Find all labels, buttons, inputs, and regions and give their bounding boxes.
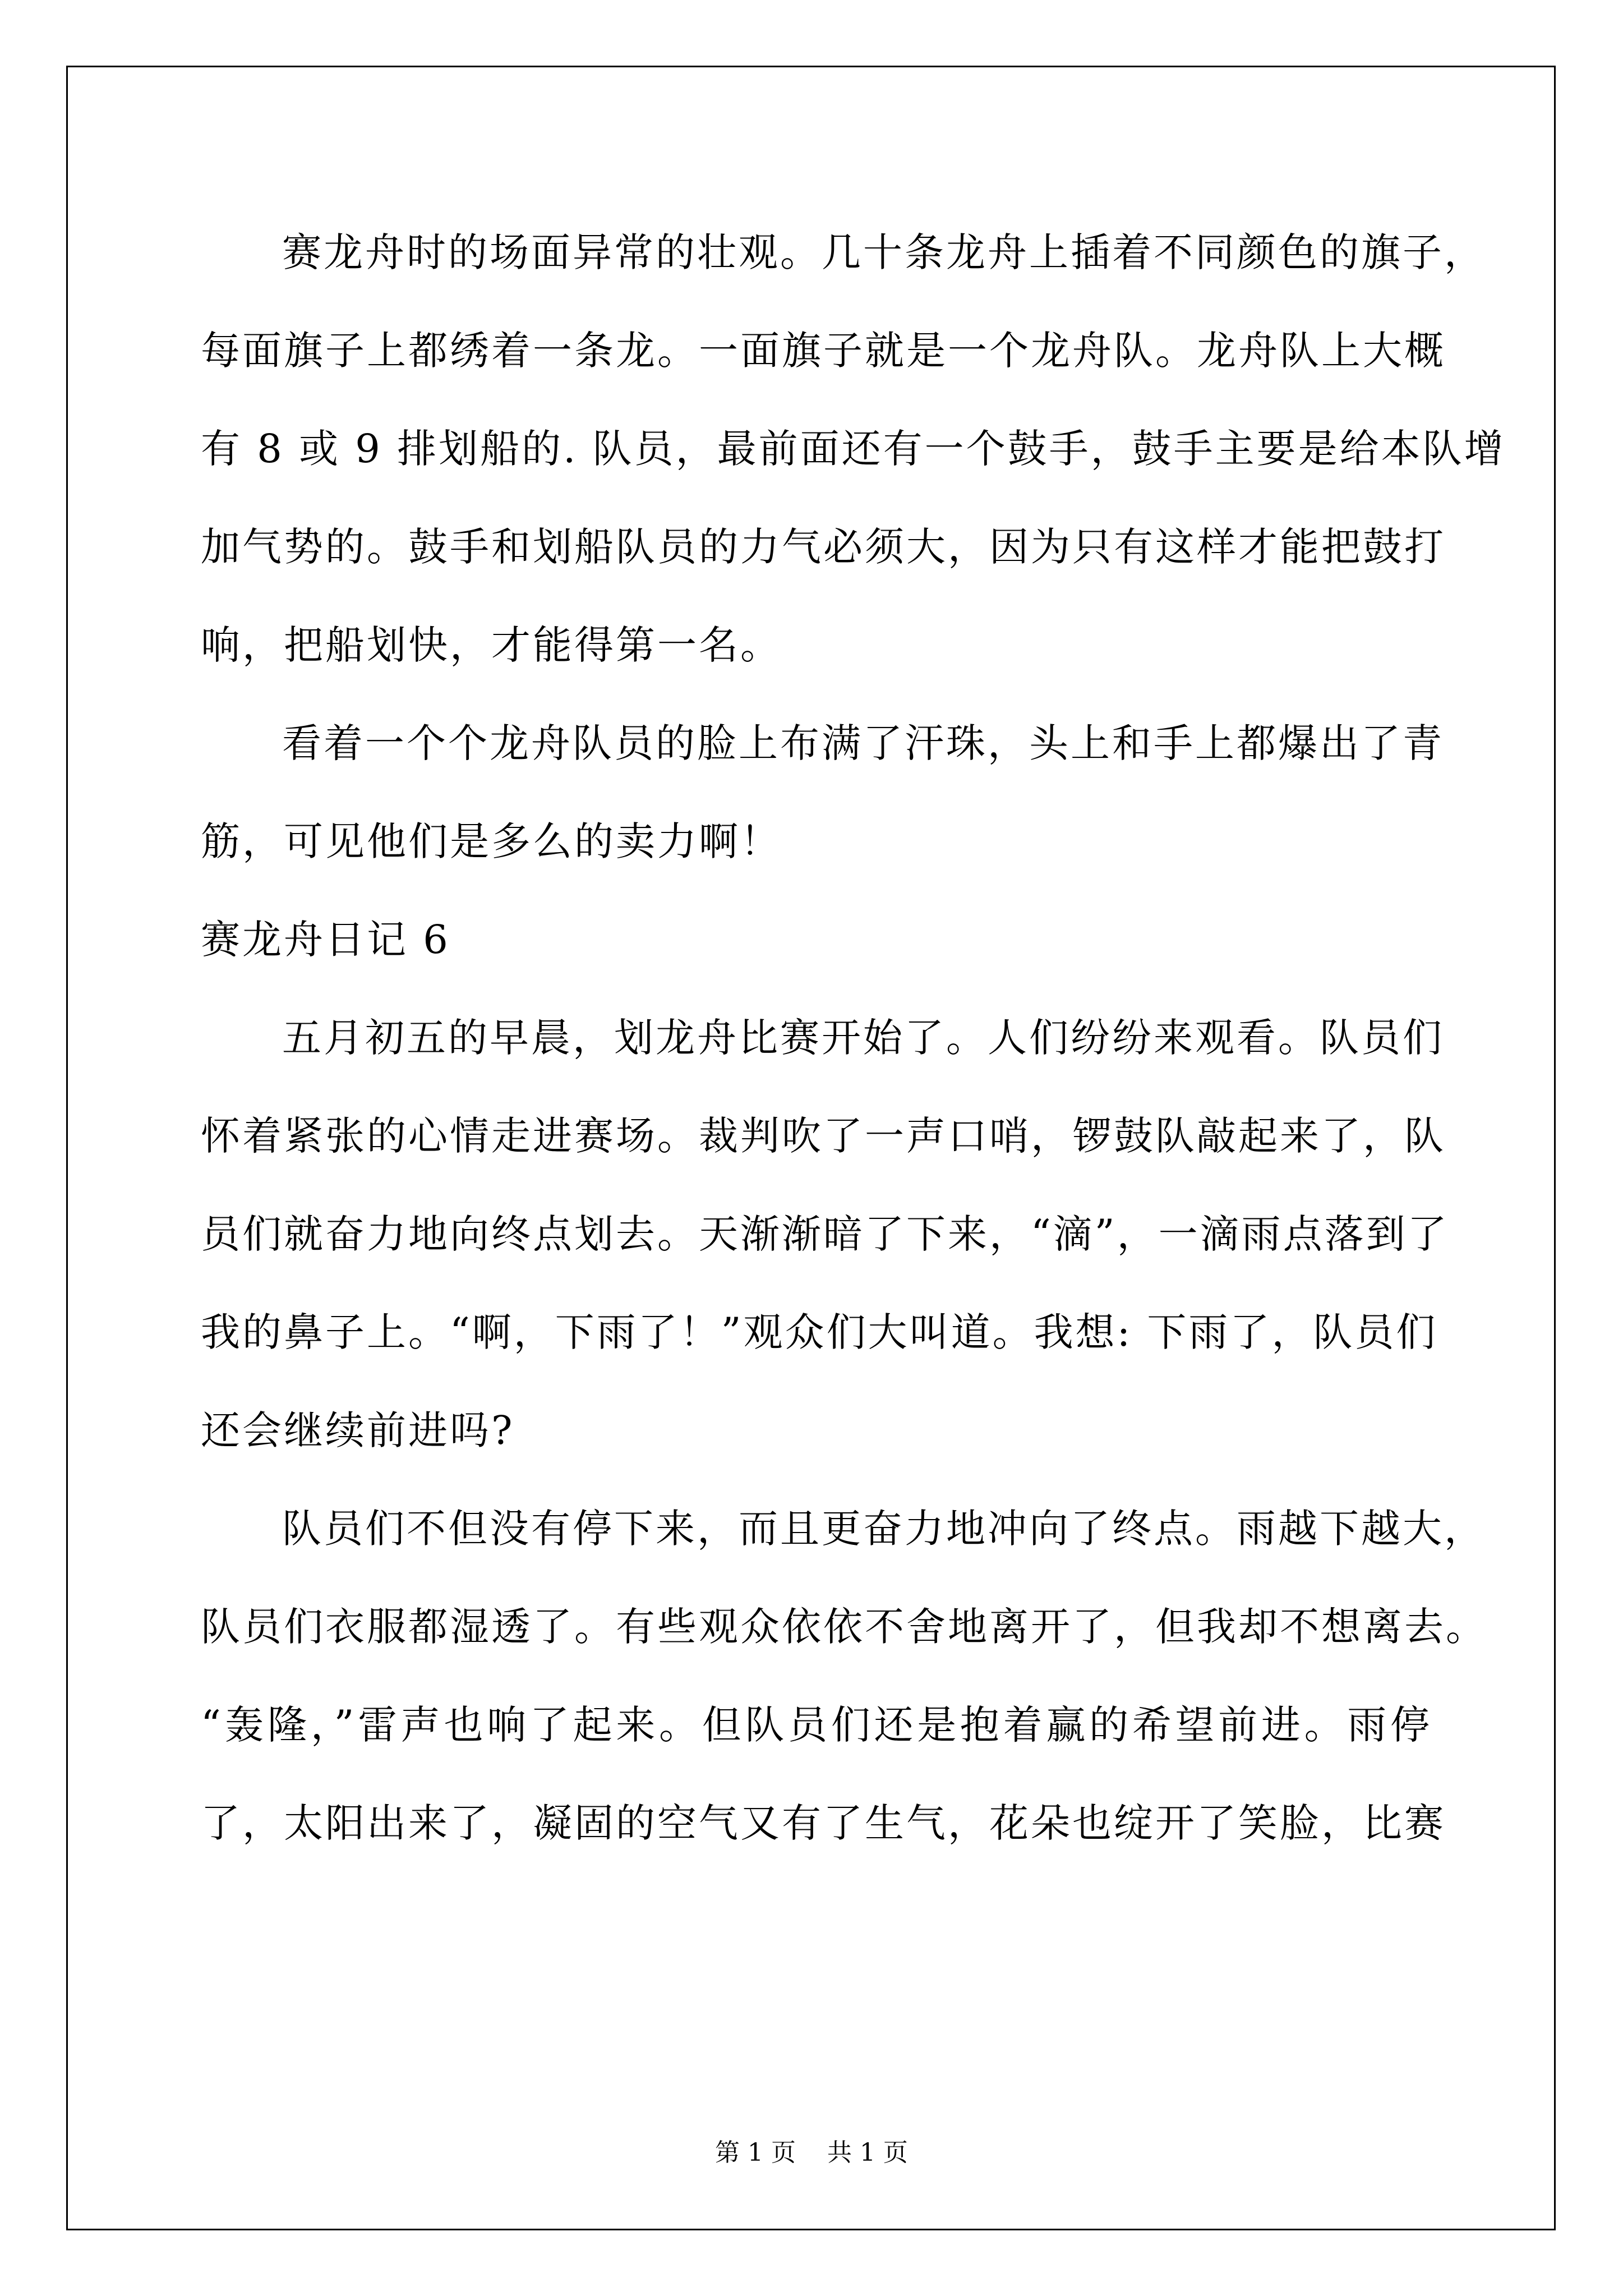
section-heading: 赛龙舟日记 6 [201,917,450,963]
paragraph-1-line-4: 加气势的。鼓手和划船队员的力气必须大，因为只有这样才能把鼓打 [201,524,1446,570]
paragraph-1-line-5: 响，把船划快，才能得第一名。 [201,622,782,668]
paragraph-4-line-3: “轰隆，”雷声也响了起来。但队员们还是抱着赢的希望前进。雨停 [201,1702,1432,1748]
paragraph-2-line-2: 筋，可见他们是多么的卖力啊！ [201,818,782,864]
page-footer: 第 1 页 共 1 页 [715,2138,908,2167]
paragraph-1-line-2: 每面旗子上都绣着一条龙。一面旗子就是一个龙舟队。龙舟队上大概 [201,328,1446,374]
paragraph-4-line-2: 队员们衣服都湿透了。有些观众依依不舍地离开了，但我却不想离去。 [201,1604,1487,1650]
paragraph-4-line-4: 了，太阳出来了，凝固的空气又有了生气，花朵也绽开了笑脸，比赛 [201,1800,1446,1846]
paragraph-3-line-5: 还会继续前进吗? [201,1407,515,1453]
paragraph-1-line-1: 赛龙舟时的场面异常的壮观。几十条龙舟上插着不同颜色的旗子， [282,229,1486,275]
paragraph-4-line-1: 队员们不但没有停下来，而且更奋力地冲向了终点。雨越下越大， [282,1506,1486,1552]
paragraph-2-line-1: 看着一个个龙舟队员的脸上布满了汗珠，头上和手上都爆出了青 [282,720,1444,766]
paragraph-1-line-3: 有 8 或 9 排划船的. 队员，最前面还有一个鼓手，鼓手主要是给本队增 [201,426,1506,472]
paragraph-3-line-2: 怀着紧张的心情走进赛场。裁判吹了一声口哨，锣鼓队敲起来了，队 [201,1113,1446,1159]
paragraph-3-line-1: 五月初五的早晨，划龙舟比赛开始了。人们纷纷来观看。队员们 [282,1015,1444,1061]
paragraph-3-line-4: 我的鼻子上。“啊，下雨了！”观众们大叫道。我想: 下雨了，队员们 [201,1309,1438,1355]
paragraph-3-line-3: 员们就奋力地向终点划去。天渐渐暗了下来，“滴”，一滴雨点落到了 [201,1211,1449,1257]
